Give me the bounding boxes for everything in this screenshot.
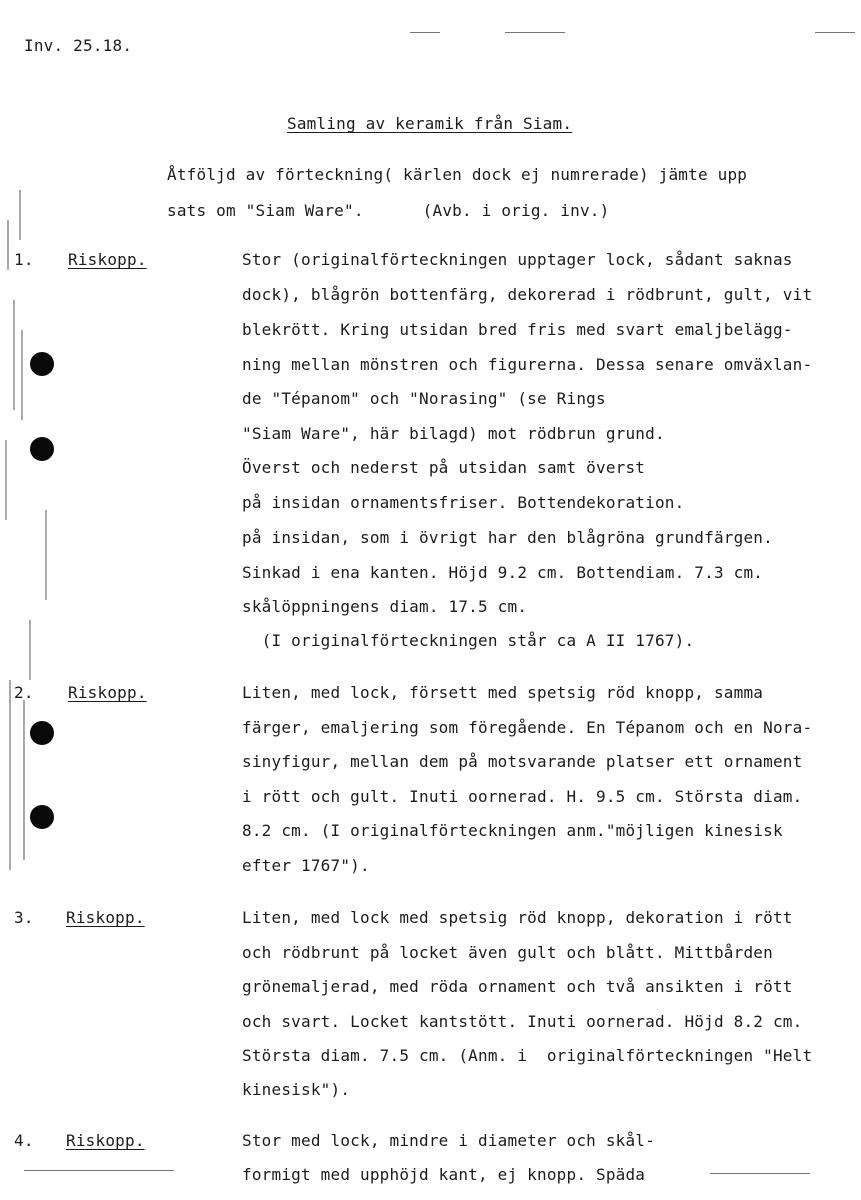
scan-mark bbox=[24, 1170, 174, 1171]
entry-text-line: färger, emaljering som föregående. En Tépanom och en Nora- bbox=[242, 718, 813, 737]
intro-line: Åtföljd av förteckning( kärlen dock ej numrerade) jämte upp bbox=[167, 165, 748, 184]
entry-text-line: Överst och nederst på utsidan samt överst bbox=[242, 458, 646, 477]
entry-text-line: på insidan ornamentsfriser. Bottendekoration. bbox=[242, 493, 685, 512]
entry-number: 4. bbox=[14, 1131, 34, 1150]
scan-mark bbox=[505, 32, 565, 33]
entry-number: 1. bbox=[14, 250, 34, 269]
entry-text-line: efter 1767"). bbox=[242, 856, 370, 875]
entry-label: Riskopp. bbox=[68, 250, 147, 269]
entry-text-line: blekrött. Kring utsidan bred fris med svart emaljbelägg- bbox=[242, 320, 793, 339]
entry-text-line: 8.2 cm. (I originalförteckningen anm."möjligen kinesisk bbox=[242, 821, 783, 840]
entry-text-line: Liten, med lock med spetsig röd knopp, dekoration i rött bbox=[242, 908, 793, 927]
entry-text-line: skålöppningens diam. 17.5 cm. bbox=[242, 597, 528, 616]
entry-text-line: (I originalförteckningen står ca A II 1767). bbox=[242, 631, 695, 650]
entry-text-line: Största diam. 7.5 cm. (Anm. i originalförteckningen "Helt bbox=[242, 1046, 813, 1065]
entry-text-line: formigt med upphöjd kant, ej knopp. Späda bbox=[242, 1165, 646, 1184]
entry-text-line: och rödbrunt på locket även gult och blått. Mittbården bbox=[242, 943, 773, 962]
scan-mark bbox=[410, 32, 440, 33]
entry-text-line: de "Tépanom" och "Norasing" (se Rings bbox=[242, 389, 606, 408]
entry-number: 3. bbox=[14, 908, 34, 927]
scan-mark bbox=[815, 32, 855, 33]
entry-text-line: i rött och gult. Inuti oornerad. H. 9.5 cm. Största diam. bbox=[242, 787, 803, 806]
inventory-number: Inv. 25.18. bbox=[24, 36, 133, 55]
entry-text-line: Liten, med lock, försett med spetsig röd knopp, samma bbox=[242, 683, 764, 702]
entry-label: Riskopp. bbox=[68, 683, 147, 702]
page-title: Samling av keramik från Siam. bbox=[287, 114, 573, 133]
entry-text-line: Stor med lock, mindre i diameter och skål- bbox=[242, 1131, 655, 1150]
entry-text-line: grönemaljerad, med röda ornament och två ansikten i rött bbox=[242, 977, 793, 996]
intro-line: sats om "Siam Ware". (Avb. i orig. inv.) bbox=[167, 201, 610, 220]
entry-number: 2. bbox=[14, 683, 34, 702]
entry-text-line: och svart. Locket kantstött. Inuti oornerad. Höjd 8.2 cm. bbox=[242, 1012, 803, 1031]
entry-text-line: på insidan, som i övrigt har den blågröna grundfärgen. bbox=[242, 528, 773, 547]
scan-mark bbox=[710, 1173, 810, 1174]
margin-noise bbox=[0, 180, 60, 880]
entry-label: Riskopp. bbox=[66, 908, 145, 927]
entry-text-line: Sinkad i ena kanten. Höjd 9.2 cm. Bottendiam. 7.3 cm. bbox=[242, 563, 764, 582]
entry-text-line: dock), blågrön bottenfärg, dekorerad i rödbrunt, gult, vit bbox=[242, 285, 813, 304]
entry-text-line: kinesisk"). bbox=[242, 1080, 351, 1099]
entry-text-line: sinyfigur, mellan dem på motsvarande platser ett ornament bbox=[242, 752, 803, 771]
entry-text-line: "Siam Ware", här bilagd) mot rödbrun grund. bbox=[242, 424, 665, 443]
entry-text-line: ning mellan mönstren och figurerna. Dessa senare omväxlan- bbox=[242, 355, 813, 374]
entry-label: Riskopp. bbox=[66, 1131, 145, 1150]
entry-text-line: Stor (originalförteckningen upptager lock, sådant saknas bbox=[242, 250, 793, 269]
